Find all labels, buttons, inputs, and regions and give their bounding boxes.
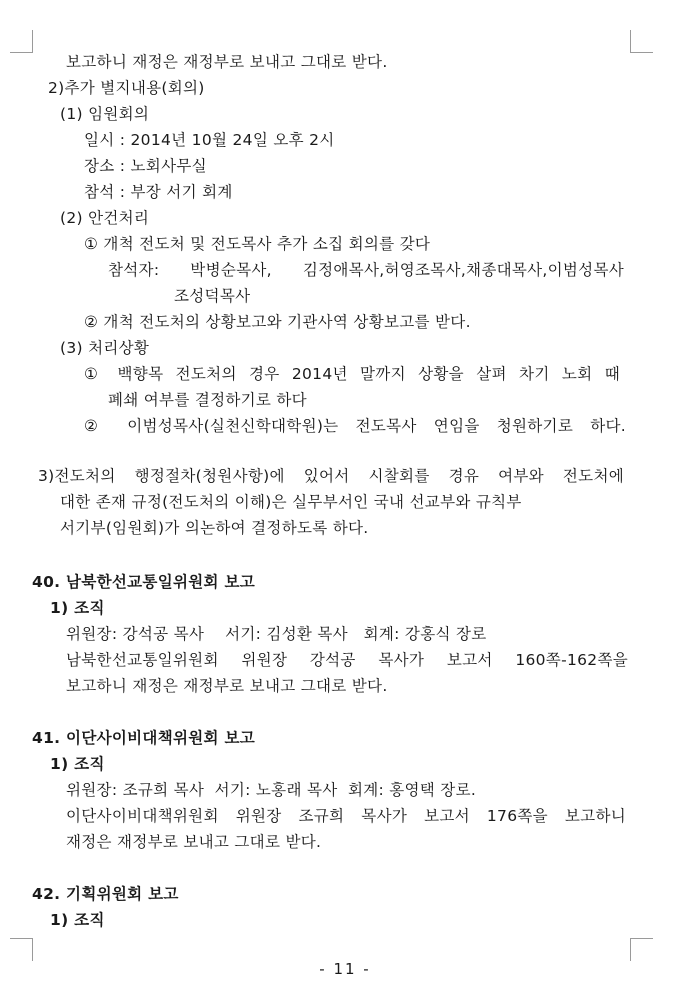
text-line: 장소 : 노회사무실 (84, 157, 207, 175)
text-line: 참석자: 박병순목사, 김정애목사,허영조목사,채종대목사,이범성목사 (108, 261, 624, 279)
text-line: 남북한선교통일위원회 위원장 강석공 목사가 보고서 160쪽-162쪽을 (66, 651, 628, 669)
list-item: ② 개척 전도처의 상황보고와 기관사역 상황보고를 받다. (84, 313, 471, 331)
text-line: 위원장: 강석공 목사 서기: 김성환 목사 회계: 강홍식 장로 (66, 625, 487, 643)
section-title: 42. 기획위원회 보고 (32, 885, 179, 903)
crop-mark-bottom-right (630, 938, 653, 961)
text-line: 이단사이비대책위원회 위원장 조규희 목사가 보고서 176쪽을 보고하니 (66, 807, 626, 825)
text-line: 폐쇄 여부를 결정하기로 하다 (108, 391, 307, 409)
text-line: 대한 존재 규정(전도처의 이해)은 실무부서인 국내 선교부와 규칙부 (60, 493, 522, 511)
text-line: 조성덕목사 (174, 287, 251, 305)
list-item: ② 이범성목사(실천신학대학원)는 전도목사 연임을 청원하기로 하다. (84, 417, 626, 435)
list-item: ① 개척 전도처 및 전도목사 추가 소집 회의를 갖다 (84, 235, 431, 253)
section-heading: 3)전도처의 행정절차(청원사항)에 있어서 시찰회를 경유 여부와 전도처에 (38, 467, 624, 485)
list-item: ① 백향목 전도처의 경우 2014년 말까지 상황을 살펴 차기 노회 때 (84, 365, 620, 383)
crop-mark-top-left (10, 30, 33, 53)
section-title: 41. 이단사이비대책위원회 보고 (32, 729, 256, 747)
subsection-heading: (1) 임원회의 (60, 105, 150, 123)
subsection-heading: (2) 안건처리 (60, 209, 150, 227)
text-line: 일시 : 2014년 10월 24일 오후 2시 (84, 131, 335, 149)
subsection-heading: 1) 조직 (50, 911, 105, 929)
text-line: 보고하니 재정은 재정부로 보내고 그대로 받다. (66, 53, 388, 71)
subsection-heading: 1) 조직 (50, 599, 105, 617)
text-line: 보고하니 재정은 재정부로 보내고 그대로 받다. (66, 677, 388, 695)
text-line: 재정은 재정부로 보내고 그대로 받다. (66, 833, 322, 851)
subsection-heading: (3) 처리상황 (60, 339, 150, 357)
subsection-heading: 1) 조직 (50, 755, 105, 773)
crop-mark-top-right (630, 30, 653, 53)
text-line: 위원장: 조규희 목사 서기: 노홍래 목사 회계: 홍영택 장로. (66, 781, 477, 799)
crop-mark-bottom-left (10, 938, 33, 961)
section-heading: 2)추가 별지내용(회의) (48, 79, 205, 97)
page-number: - 11 - (319, 960, 371, 978)
section-title: 40. 남북한선교통일위원회 보고 (32, 573, 256, 591)
text-line: 서기부(임원회)가 의논하여 결정하도록 하다. (60, 519, 369, 537)
text-line: 참석 : 부장 서기 회계 (84, 183, 233, 201)
